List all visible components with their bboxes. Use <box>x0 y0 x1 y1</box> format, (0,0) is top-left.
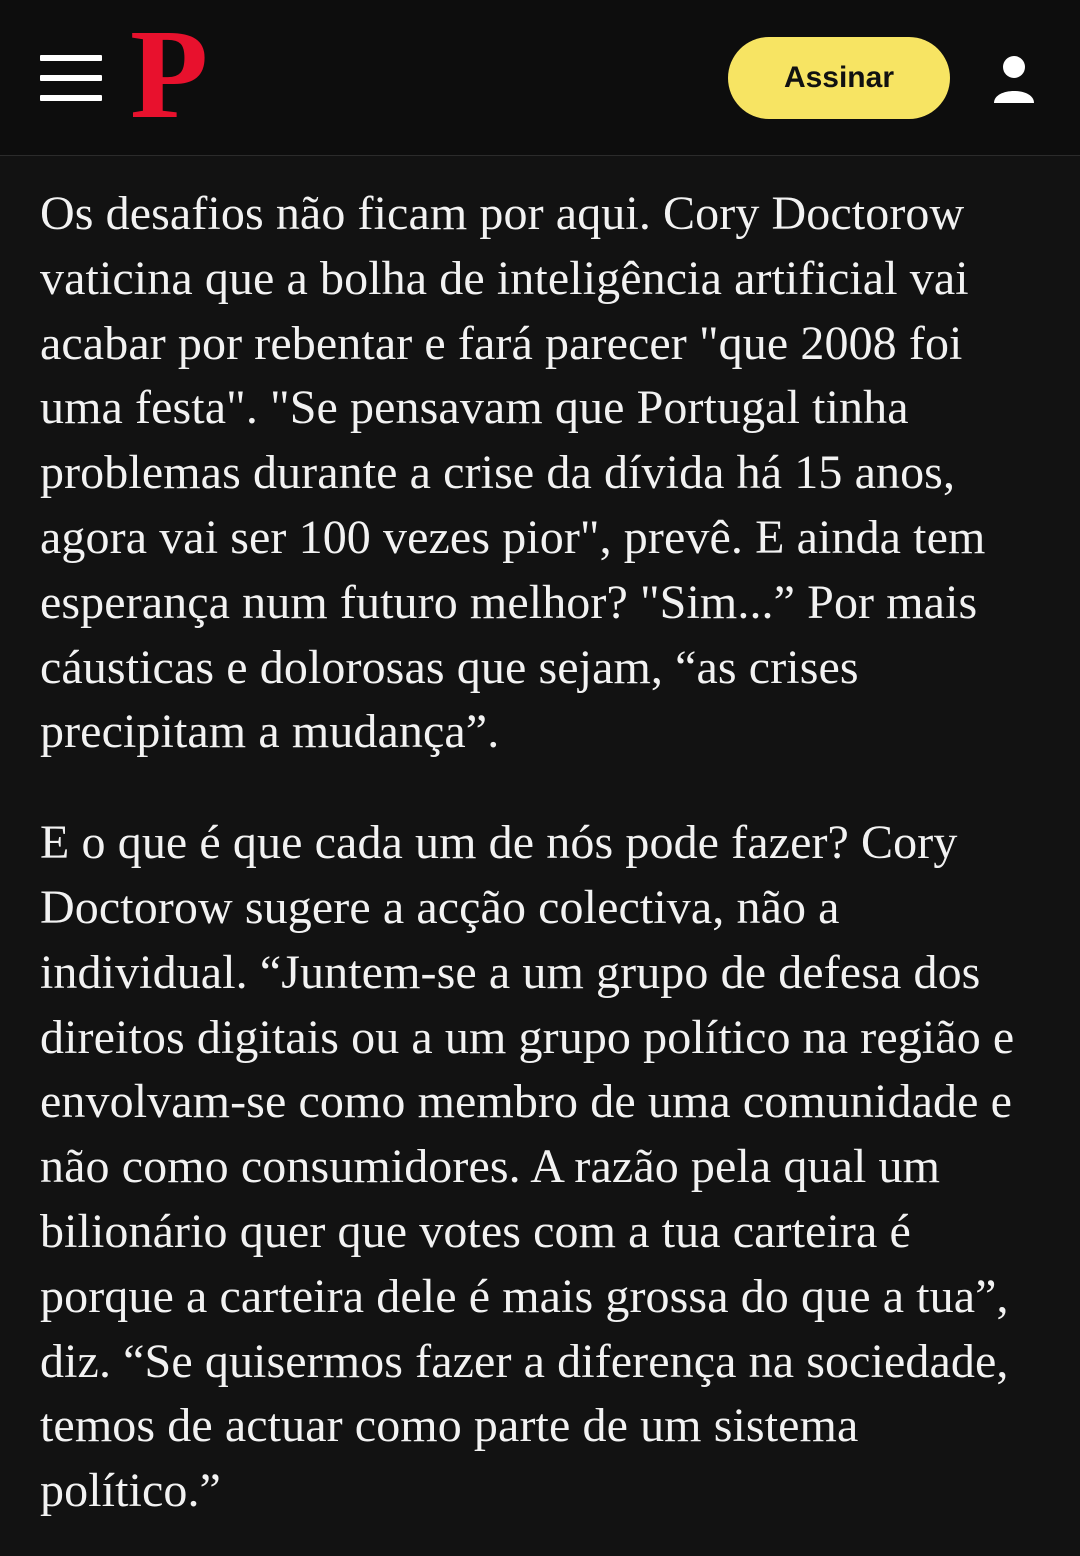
article-paragraph: E o que é que cada um de nós pode fazer? Cory Doctorow sugere a acção colectiva, não a individual. “Juntem-se a um grupo de defesa dos direitos digitais ou a um grupo político na região e envolvam-se como membro de uma comunidade e não como consumidores. A razão pela qual um bilionário quer que votes com a tua carteira é porque a carteira dele é mais grossa do que a tua”, diz. “Se quisermos fazer a diferença na sociedade, temos de actuar como parte de um sistema político.” <box>40 816 1015 1518</box>
hamburger-menu-icon[interactable] <box>40 55 102 101</box>
user-account-icon[interactable] <box>988 50 1040 106</box>
hamburger-bar-top <box>40 55 102 61</box>
site-header <box>0 0 1080 156</box>
article-body <box>0 156 1080 1524</box>
header-actions <box>728 37 1040 119</box>
hamburger-bar-bottom <box>40 95 102 101</box>
hamburger-bar-middle <box>40 75 102 81</box>
site-logo[interactable]: P <box>130 2 207 145</box>
subscribe-button[interactable]: Assinar <box>728 37 950 119</box>
article-paragraph: Os desafios não ficam por aqui. Cory Doctorow vaticina que a bolha de inteligência artificial vai acabar por rebentar e fará parecer "que 2008 foi uma festa". "Se pensavam que Portugal tinha problemas durante a crise da dívida há 15 anos, agora vai ser 100 vezes pior", prevê. E ainda tem esperança num futuro melhor? "Sim...” Por mais cáusticas e dolorosas que sejam, “as crises precipitam a mudança”. <box>40 187 986 759</box>
